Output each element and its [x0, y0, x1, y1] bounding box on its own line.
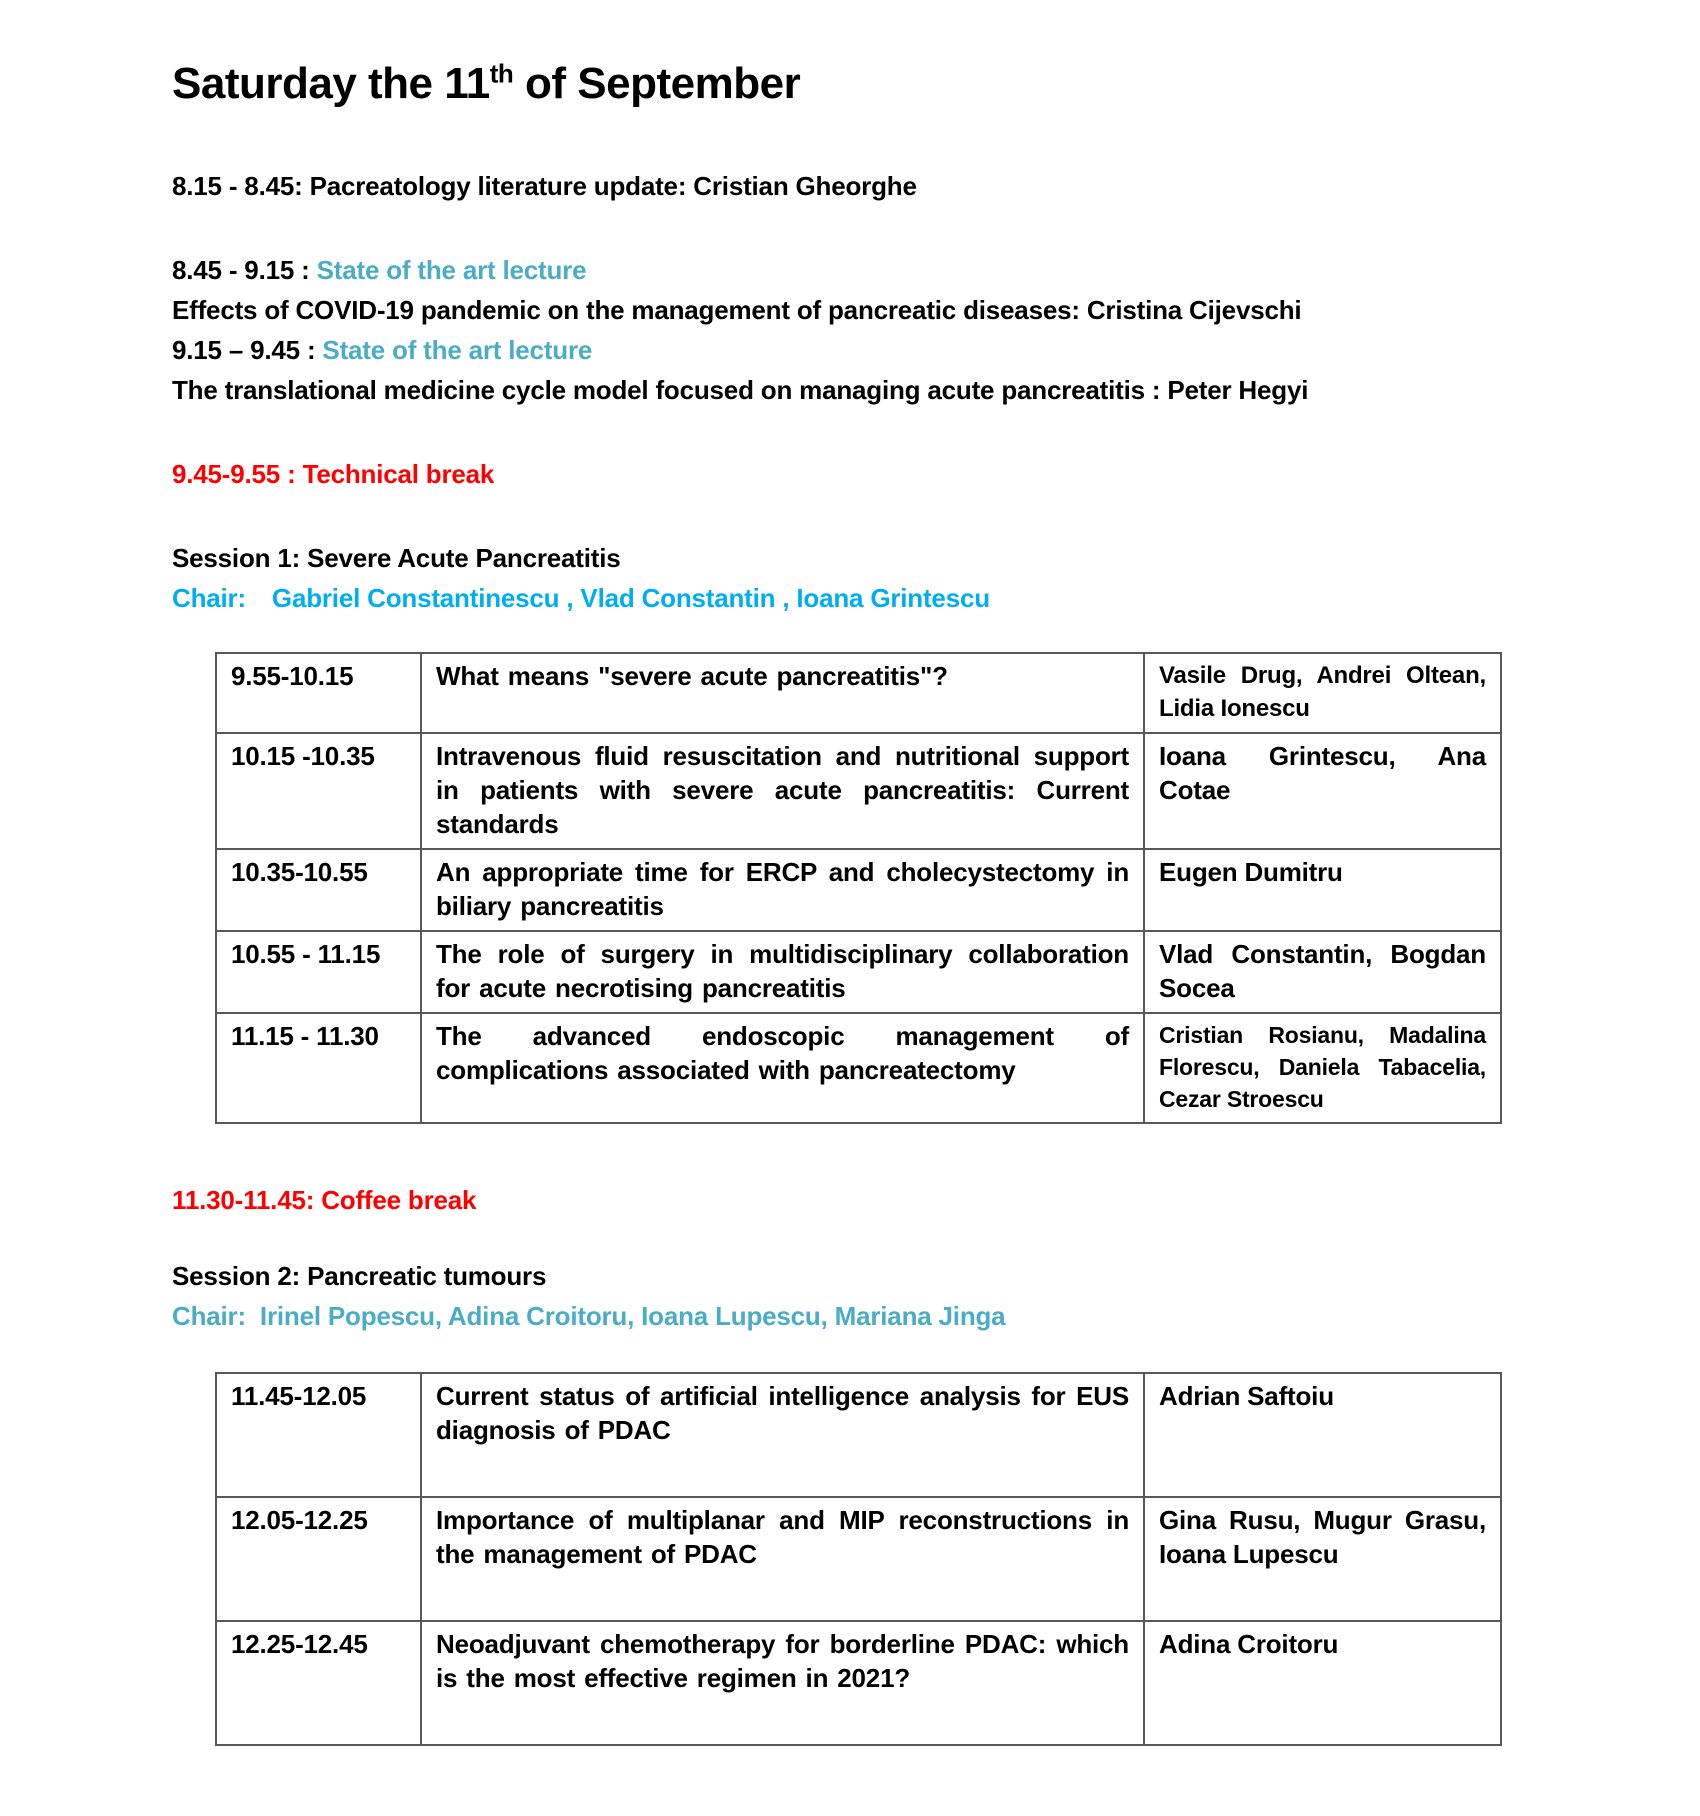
talk-time: 10.15 -10.35: [216, 733, 421, 849]
session-1-chair-names: Gabriel Constantinescu , Vlad Constantin , Ioana Grintescu: [271, 583, 990, 613]
table-row: [216, 1621, 1501, 1745]
blank-space: [172, 494, 1620, 538]
session-1-chair-label: Chair:: [172, 583, 246, 613]
session-2-chair-line: [172, 1296, 1620, 1336]
talk-speakers: Adina Croitoru: [1144, 1621, 1501, 1745]
talk-title: The role of surgery in multidisciplinary collaboration for acute necrotising pancreatitis: [421, 931, 1144, 1013]
talk-title: What means "severe acute pancreatitis"?: [421, 653, 1144, 733]
talk-speakers: Vlad Constantin, Bogdan Socea: [1144, 931, 1501, 1013]
talk-time: 11.15 - 11.30: [216, 1013, 421, 1123]
lecture-1-description: Effects of COVID-19 pandemic on the management of pancreatic diseases: Cristina Cijevschi: [172, 295, 1302, 325]
talk-time: 10.35-10.55: [216, 849, 421, 931]
lecture-1-time: 8.45 - 9.15 :: [172, 255, 317, 285]
page-title-superscript: th: [489, 58, 514, 89]
lecture-2-label: State of the art lecture: [322, 335, 593, 365]
session-1-chair-line: [172, 578, 1620, 618]
session-2-heading: Session 2: Pancreatic tumours: [172, 1261, 547, 1291]
page-title-text: Saturday the 11: [172, 59, 490, 108]
table-row: [216, 653, 1501, 733]
talk-time: 12.25-12.45: [216, 1621, 421, 1745]
table-row: [216, 1497, 1501, 1621]
talk-title: An appropriate time for ERCP and cholecystectomy in biliary pancreatitis: [421, 849, 1144, 931]
talk-time: 11.45-12.05: [216, 1373, 421, 1497]
talk-title: Importance of multiplanar and MIP reconstructions in the management of PDAC: [421, 1497, 1144, 1621]
talk-time: 9.55-10.15: [216, 653, 421, 733]
schedule-line-literature-update: 8.15 - 8.45: Pacreatology literature update: Cristian Gheorghe: [172, 171, 917, 201]
talk-title: Intravenous fluid resuscitation and nutritional support in patients with severe acute pancreatitis: Current standards: [421, 733, 1144, 849]
lecture-2-time: 9.15 – 9.45 :: [172, 335, 323, 365]
table-row: [216, 1373, 1501, 1497]
lecture-2-description: The translational medicine cycle model focused on managing acute pancreatitis : Peter Hegyi: [172, 375, 1309, 405]
talk-speakers: Vasile Drug, Andrei Oltean, Lidia Ionescu: [1144, 653, 1501, 733]
schedule-line-lecture-2: [172, 330, 1620, 370]
coffee-break-line: 11.30-11.45: Coffee break: [172, 1185, 477, 1215]
session-2-chair-names: Irinel Popescu, Adina Croitoru, Ioana Lupescu, Mariana Jinga: [259, 1301, 1006, 1331]
talk-title: The advanced endoscopic management of complications associated with pancreatectomy: [421, 1013, 1144, 1123]
table-row: [216, 931, 1501, 1013]
blank-space: [172, 410, 1620, 454]
schedule-line-lecture-1: [172, 250, 1620, 290]
session-1-heading: Session 1: Severe Acute Pancreatitis: [172, 543, 621, 573]
talk-speakers: Adrian Saftoiu: [1144, 1373, 1501, 1497]
session-1-table: [215, 652, 1502, 1124]
talk-speakers: Gina Rusu, Mugur Grasu, Ioana Lupescu: [1144, 1497, 1501, 1621]
session-2-table: [215, 1372, 1502, 1746]
talk-speakers: Ioana Grintescu, Ana Cotae: [1144, 733, 1501, 849]
talk-title: Neoadjuvant chemotherapy for borderline PDAC: which is the most effective regimen in 2021?: [421, 1621, 1144, 1745]
talk-time: 12.05-12.25: [216, 1497, 421, 1621]
talk-speakers: Eugen Dumitru: [1144, 849, 1501, 931]
session-2-chair-label: Chair:: [172, 1301, 246, 1331]
talk-speakers: Cristian Rosianu, Madalina Florescu, Daniela Tabacelia, Cezar Stroescu: [1144, 1013, 1501, 1123]
page-title-suffix: of September: [513, 59, 801, 108]
table-row: [216, 733, 1501, 849]
table-row: [216, 849, 1501, 931]
talk-title: Current status of artificial intelligence analysis for EUS diagnosis of PDAC: [421, 1373, 1144, 1497]
page-title: [172, 58, 1620, 110]
blank-space: [172, 1220, 1620, 1256]
technical-break-line: 9.45-9.55 : Technical break: [172, 459, 495, 489]
talk-time: 10.55 - 11.15: [216, 931, 421, 1013]
blank-space: [172, 206, 1620, 250]
lecture-1-label: State of the art lecture: [316, 255, 587, 285]
table-row: [216, 1013, 1501, 1123]
